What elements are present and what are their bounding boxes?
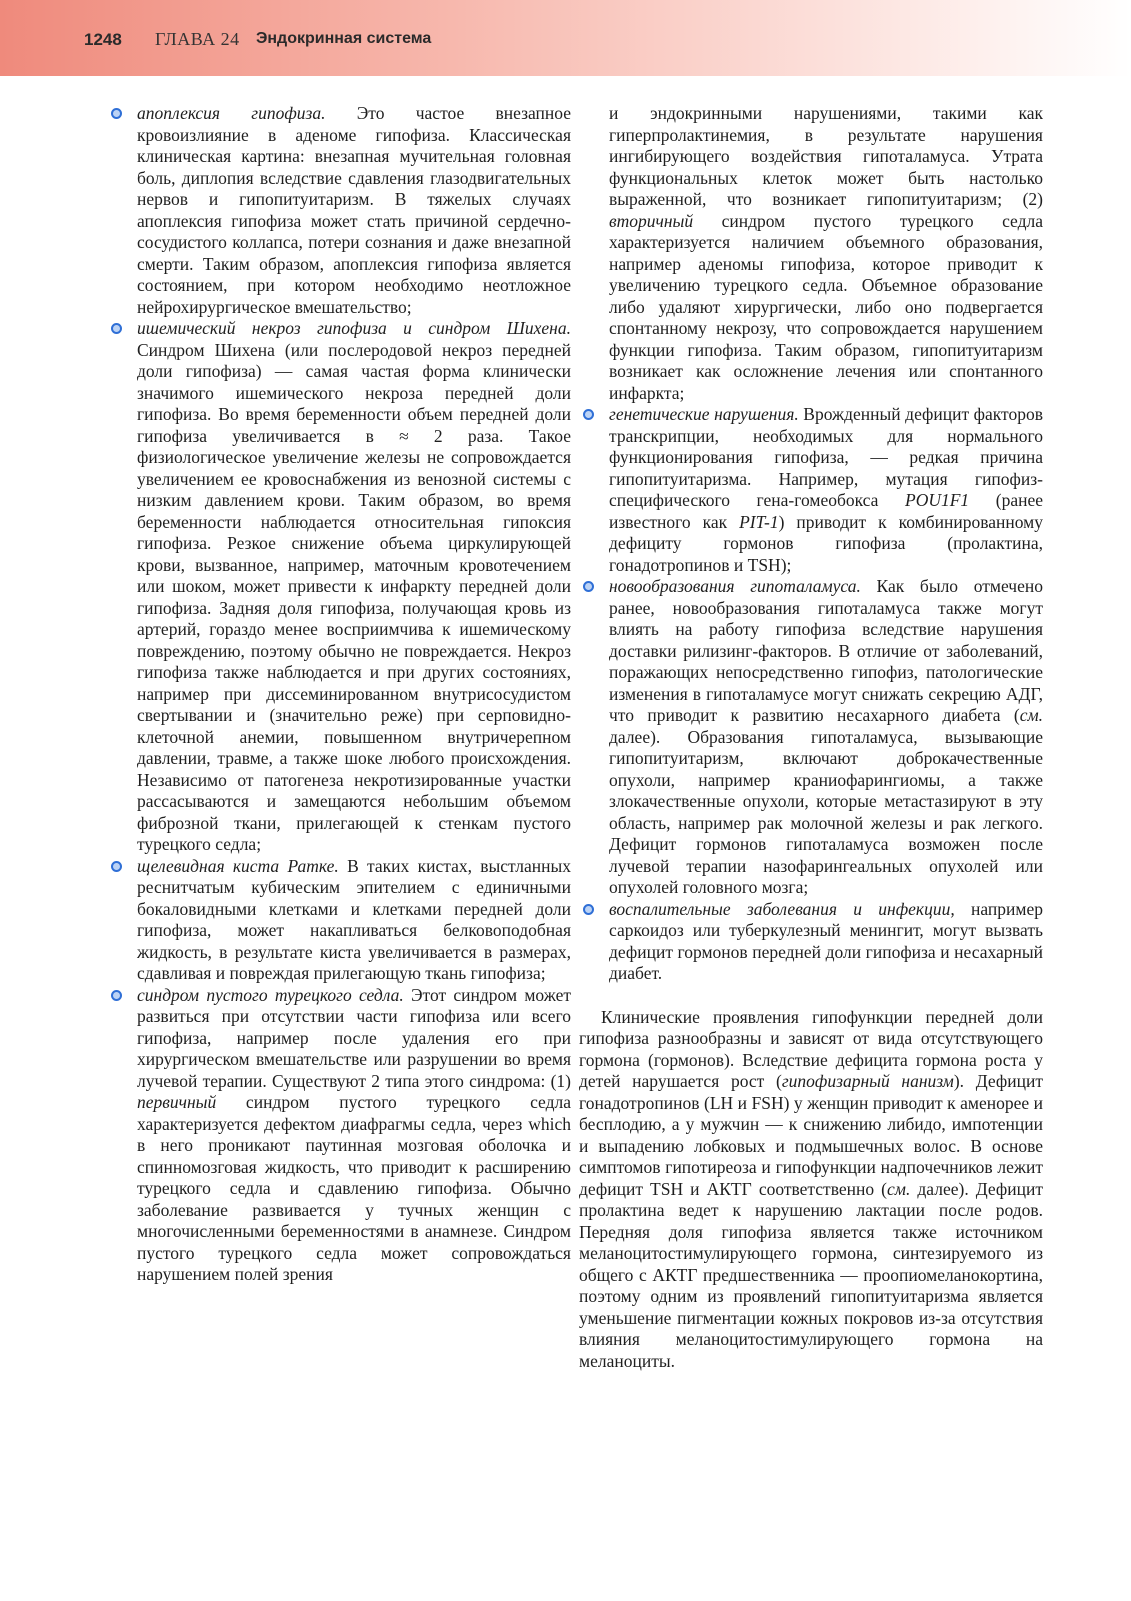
circle-bullet-icon — [111, 861, 122, 872]
item-emphasis: первичный — [137, 1092, 217, 1112]
list-item — [609, 404, 1043, 576]
item-lead: апоплексия гипофиза. — [137, 103, 326, 123]
item-lead: щелевидная киста Ратке. — [137, 855, 339, 876]
circle-bullet-icon — [583, 409, 594, 420]
item-text: и эндокринными нарушениями, такими как гиперпролактинемия, в результате нарушения ингибирующего воздействия гипоталамуса. Утрата функциональных клеток может быть настолько выраженной, что возникает гипопитуитаризм; (2) — [609, 103, 1043, 209]
list-item — [137, 103, 571, 318]
item-text: Как было отмечено ранее, новообразования гипоталамуса также могут влиять на работу гипофиза вследствие нарушения доставки рилизинг-факторов. В отличие от заболеваний, поражающих непосредственно гипофиз, патологические изменения в гипоталамусе могут снижать секрецию АДГ, что приводит к развитию несахарного диабета ( — [609, 576, 1043, 725]
list-item — [137, 318, 571, 856]
item-emphasis: POU1F1 — [905, 490, 970, 510]
item-text: далее). Образования гипоталамуса, вызывающие гипопитуитаризм, включают доброкачественные опухоли, например краниофарингиомы, а также злокачественные опухоли, которые метастазируют в эту область, например рак молочной железы и рак легкого. Дефицит гормонов гипоталамуса возможен после лучевой терапии назофарингеальных опухолей или опухолей головного мозга; — [609, 726, 1043, 897]
item-emphasis: PIT-1 — [739, 511, 779, 532]
circle-bullet-icon — [583, 581, 594, 592]
paragraph-emphasis: гипофизарный нанизм — [781, 1071, 954, 1091]
circle-bullet-icon — [111, 108, 122, 119]
paragraph-text: ). Дефицит гонадотропинов (LH и FSH) у женщин приводит к аменорее и бесплодию, а у мужчин — к снижению либидо, импотенции и выпадению лобковых и подмышечных волос. В основе симптомов гипотиреоза и гипофункции надпочечников лежит дефицит TSH и АКТГ соответственно ( — [579, 1071, 1043, 1199]
item-lead: синдром пустого турецкого седла. — [137, 984, 404, 1005]
item-lead: воспалительные заболевания и инфекции, — [609, 898, 955, 919]
item-text: Это частое внезапное кровоизлияние в аденоме гипофиза. Классическая клиническая картина: внезапная мучительная головная боль, диплопия вследствие сдавления глазодвигательных нервов и гипопитуитаризм. В тяжелых случаях апоплексия гипофиза может стать причиной сердечно-сосудистого коллапса, потери сознания и даже внезапной смерти. Таким образом, апоплексия гипофиза является состоянием, при котором необходимо неотложное нейрохирургическое вмешательство; — [137, 103, 571, 317]
item-text: синдром пустого турецкого седла характеризуется наличием объемного образования, например аденомы гипофиза, которое приводит к увеличению турецкого седла. Объемное образование либо удаляют хирургически, либо оно подвергается спонтанному некрозу, что сопровождается нарушением функции гипофиза. Таким образом, гипопитуитаризм возникает как осложнение лечения или спонтанного инфаркта; — [609, 210, 1043, 403]
item-text: Врожденный дефицит факторов транскрипции, необходимых для нормального функционирования гипофиза, — редкая причина гипопитуитаризма. Например, мутация гипофиз-специфического гена-гомеобокса — [609, 404, 1043, 510]
chapter-label: ГЛАВА 24 — [155, 29, 240, 49]
running-header — [0, 0, 1131, 76]
circle-bullet-icon — [111, 990, 122, 1001]
circle-bullet-icon — [583, 904, 594, 915]
chapter-title: Эндокринная система — [256, 30, 432, 47]
item-lead: ишемический некроз гипофиза и синдром Шихена. — [137, 318, 571, 338]
body-paragraph — [579, 1007, 1043, 1373]
left-column — [137, 103, 571, 1286]
item-text: Синдром Шихена (или послеродовой некроз передней доли гипофиза) — самая частая форма клинически значимого ишемического некроза передней доли гипофиза. Во время беременности объем передней доли гипофиза увеличивается в ≈ 2 раза. Такое физиологическое увеличение железы не сопровождается увеличением ее кровоснабжения из венозной системы с низким давлением крови. Таким образом, во время беременности наблюдается относительная гипоксия гипофиза. Резкое снижение объема циркулирующей крови, вызванное, например, маточным кровотечением или шоком, может привести к инфаркту передней доли гипофиза. Задняя доля гипофиза, получающая кровь из артерий, гораздо менее восприимчива к ишемическому повреждению, поэтому обычно не повреждается. Некроз гипофиза также наблюдается и при других состояниях, например при диссеминированном внутрисосудистом свертывании и (значительно реже) при серповидно-клеточной анемии, повышенном внутричерепном давлении, травме, а также шоке любого происхождения. Независимо от патогенеза некротизированные участки рассасываются и замещаются небольшим объемом фиброзной ткани, прилегающей к стенкам пустого турецкого седла; — [137, 339, 571, 854]
list-item — [137, 985, 571, 1286]
list-item — [609, 899, 1043, 985]
item-text: Этот синдром может развиться при отсутствии части гипофиза или всего гипофиза, например после удаления его при хирургическом вмешательстве или разрушении во время лучевой терапии. Существуют 2 типа этого синдрома: (1) — [137, 984, 571, 1091]
item-text: например саркоидоз или туберкулезный менингит, могут вызвать дефицит гормонов передней доли гипофиза и несахарный диабет. — [609, 898, 1043, 983]
page-number: 1248 — [84, 30, 122, 49]
list-item — [609, 576, 1043, 899]
paragraph-text: далее). Дефицит пролактина ведет к нарушению лактации после родов. Передняя доля гипофиза является также источником меланоцитостимулирующего гормона, синтезируемого из общего с АКТГ предшественника — проопиомеланокортина, поэтому одним из проявлений гипопитуитаризма является уменьшение пигментации кожных покровов из-за отсутствия влияния меланоцитостимулирующего гормона на меланоциты. — [579, 1178, 1043, 1371]
item-lead: новообразования гипоталамуса. — [609, 576, 861, 596]
item-lead: генетические нарушения. — [609, 404, 799, 424]
list-item — [137, 856, 571, 985]
circle-bullet-icon — [111, 323, 122, 334]
item-text: В таких кистах, выстланных реснитчатым кубическим эпителием с единичными бокаловидными клетками и клетками передней доли гипофиза, может накапливаться белковоподобная жидкость, в результате киста увеличивается в размерах, сдавливая и повреждая прилегающую ткань гипофиза; — [137, 855, 572, 983]
paragraph-emphasis: см. — [887, 1178, 911, 1199]
item-emphasis: вторичный — [609, 210, 694, 231]
item-emphasis: см. — [1019, 705, 1043, 725]
paragraph-text: Клинические проявления гипофункции передней доли гипофиза разнообразны и зависят от вида отсутствующего гормона (гормонов). Вследствие дефицита гормона роста у детей нарушается рост ( — [579, 1006, 1043, 1091]
item-text: (ранее известного как — [609, 490, 1043, 532]
right-column — [579, 103, 1043, 1372]
list-item-continuation — [609, 103, 1043, 404]
item-text: ) приводит к комбинированному дефициту гормонов гипофиза (пролактина, гонадотропинов и TSH); — [609, 511, 1043, 575]
item-text: синдром пустого турецкого седла характеризуется дефектом диафрагмы седла, через which в него проникают паутинная мозговая оболочка и спинномозговая жидкость, что приводит к расширению турецкого седла и сдавлению гипофиза. Обычно заболевание развивается у тучных женщин с многочисленными беременностями в анамнезе. Синдром пустого турецкого седла может сопровождаться нарушением полей зрения — [137, 1092, 571, 1284]
